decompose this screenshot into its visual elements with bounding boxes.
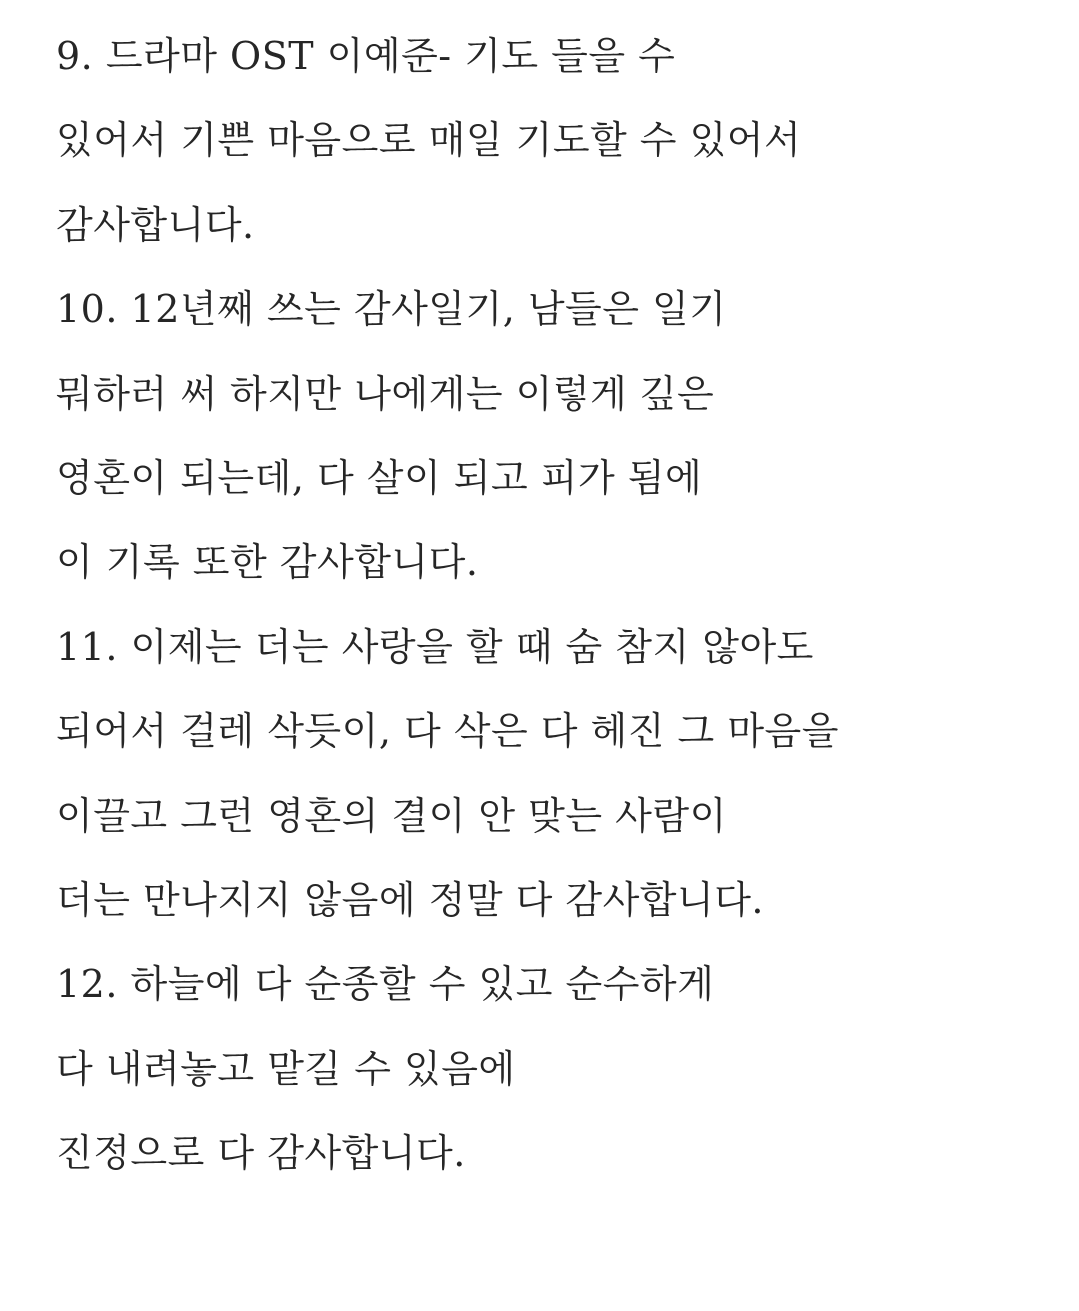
text-line-14: 진정으로 다 감사합니다. <box>56 1131 466 1176</box>
text-line-12: 12. 하늘에 다 순종할 수 있고 순수하게 <box>56 962 715 1007</box>
text-line-3: 감사합니다. <box>56 202 255 247</box>
text-line-4: 10. 12년째 쓰는 감사일기, 남들은 일기 <box>56 287 727 332</box>
text-line-7: 이 기록 또한 감사합니다. <box>56 540 479 585</box>
text-line-6: 영혼이 되는데, 다 살이 되고 피가 됨에 <box>56 455 703 500</box>
text-line-9: 되어서 걸레 삭듯이, 다 삭은 다 헤진 그 마음을 <box>56 709 839 754</box>
text-line-13: 다 내려놓고 맡길 수 있음에 <box>56 1046 516 1091</box>
text-line-8: 11. 이제는 더는 사랑을 할 때 숨 참지 않아도 <box>56 624 814 669</box>
gratitude-journal-text <box>56 0 1056 1195</box>
text-line-10: 이끌고 그런 영혼의 결이 안 맞는 사람이 <box>56 793 727 838</box>
text-line-11: 더는 만나지지 않음에 정말 다 감사합니다. <box>56 877 765 922</box>
text-line-5: 뭐하러 써 하지만 나에게는 이렇게 깊은 <box>56 371 715 416</box>
text-line-1: 9. 드라마 OST 이예준- 기도 들을 수 <box>56 34 676 78</box>
text-line-2: 있어서 기쁜 마음으로 매일 기도할 수 있어서 <box>56 118 802 163</box>
